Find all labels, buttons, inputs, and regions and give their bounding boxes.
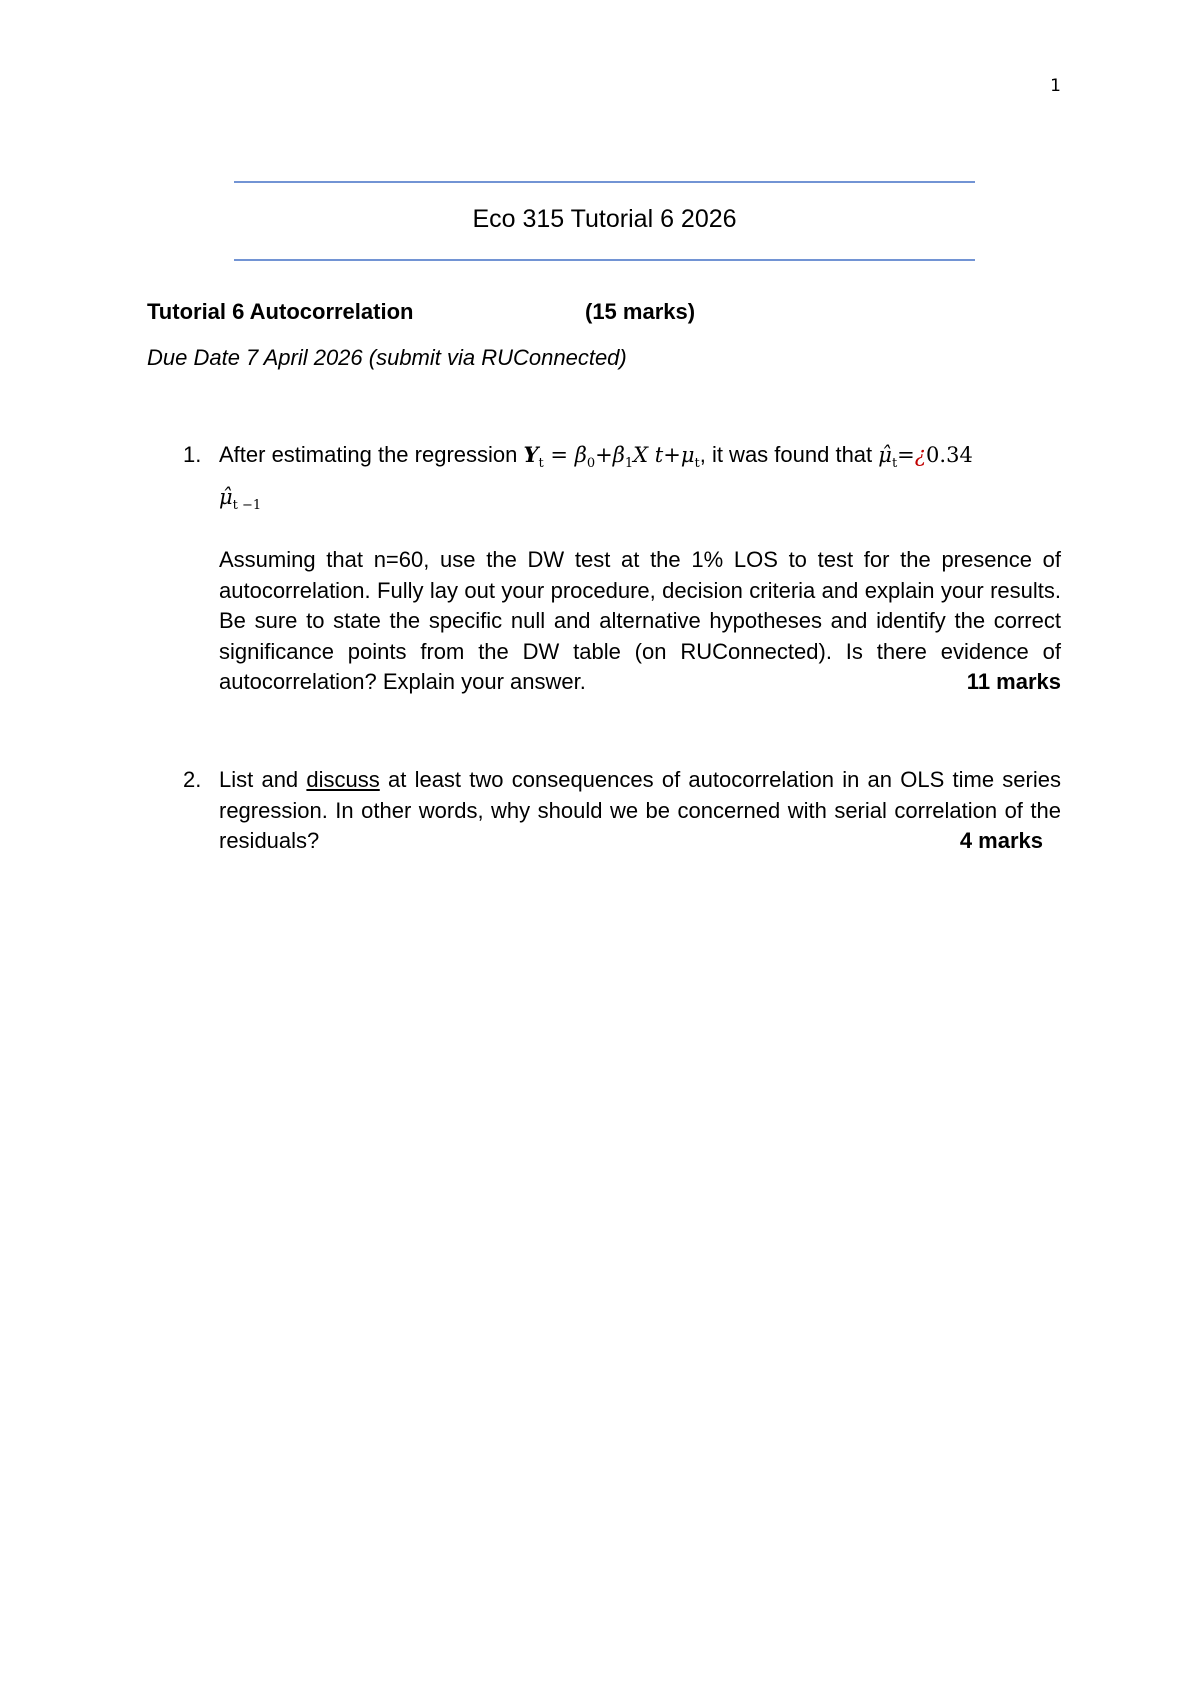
question-2-text-before: List and xyxy=(219,767,299,792)
question-1-intro: After estimating the regression xyxy=(219,442,518,467)
title-block xyxy=(234,181,975,261)
due-date: Due Date 7 April 2026 (submit via RUConnected) xyxy=(147,345,627,370)
lagged-residual: $\mû_{t -1}$ xyxy=(219,484,262,513)
question-1-paragraph: Assuming that n=60, use the DW test at the 1% LOS to test for the presence of autocorrelation. Fully lay out your procedure, decision criteria and explain your results. Be sure to state the specific null and alternative hypotheses and identify the correct significance points from the DW table (on RUConnected). Is there evidence of autocorrelation? Explain your answer. 11 marks xyxy=(219,545,1061,698)
question-1-marks: 11 marks xyxy=(966,669,1061,695)
question-2-number: 2. xyxy=(183,767,202,792)
question-1 xyxy=(219,440,1061,698)
tutorial-heading xyxy=(147,297,696,327)
question-2-text-after: at least two consequences of autocorrelation in an OLS time series regression. In other words, why should we be concerned with serial correlation of the residuals? xyxy=(219,767,1061,853)
tutorial-heading-label: Tutorial 6 Autocorrelation xyxy=(147,299,414,324)
question-1-number: 1. xyxy=(183,442,202,467)
page-number: 1 xyxy=(1050,76,1061,96)
total-marks: (15 marks) xyxy=(585,299,696,324)
regression-equation: $Y_t = \beta_0+\beta_1X$ $t+\mu_t$ xyxy=(523,442,700,472)
question-2-underlined-word: discuss xyxy=(306,767,380,792)
question-1-equation-line xyxy=(219,440,1061,480)
question-2-marks: 4 marks xyxy=(959,828,1043,853)
residual-red-glyph: ¿ xyxy=(914,443,927,467)
question-1-middle-text: , it was found that xyxy=(699,442,873,467)
question-2 xyxy=(219,765,1061,857)
document-title: Eco 315 Tutorial 6 2026 xyxy=(472,205,737,233)
residual-equation: $\mû_t=¿0.34$ xyxy=(878,443,973,472)
